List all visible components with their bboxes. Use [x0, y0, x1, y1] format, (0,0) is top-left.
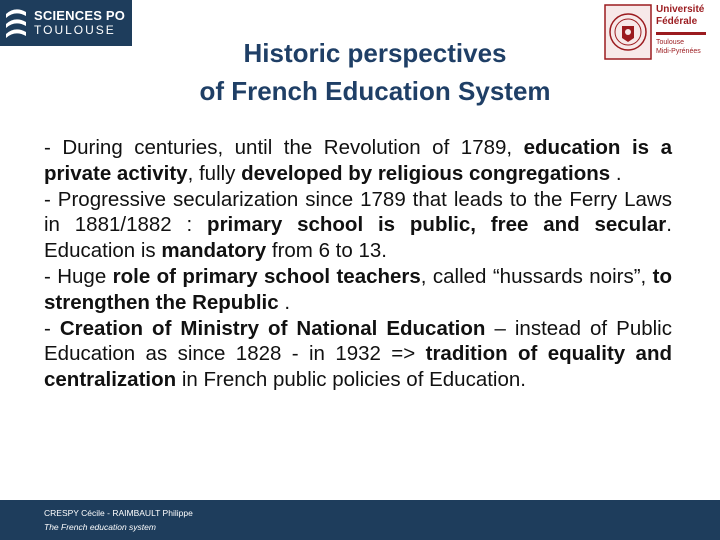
slide-title	[150, 34, 600, 110]
university-seal-icon	[604, 4, 652, 60]
bullet-paragraph	[44, 264, 672, 316]
footer-subtitle: The French education system	[44, 522, 156, 532]
logo-right-line1: Université	[656, 4, 705, 15]
footer-authors: CRESPY Cécile - RAIMBAULT Philippe	[44, 508, 193, 518]
bullet-paragraph	[44, 187, 672, 264]
text-run: - Progressive secularization since 1789 that leads to the Ferry Laws in 1881/1882 :	[44, 187, 672, 237]
logo-divider	[656, 32, 706, 35]
bullet-paragraph	[44, 316, 672, 393]
text-run: - Huge	[44, 264, 113, 288]
logo-left-line2: TOULOUSE	[34, 23, 116, 37]
bold-run: education is a private activity	[44, 136, 672, 185]
bold-run: primary school is public, free and secular	[207, 213, 667, 237]
title-line-2: of French Education System	[199, 76, 551, 106]
text-run: from 6 to 13.	[266, 239, 387, 263]
text-run: , fully	[187, 161, 242, 185]
text-run: in French public policies of Education.	[176, 368, 526, 392]
bold-run: Creation of Ministry of National Education	[59, 316, 486, 340]
logo-right-line4: Midi-Pyrénées	[656, 48, 701, 55]
text-run: , called “hussards noirs”,	[420, 264, 653, 288]
logo-right-line3: Toulouse	[656, 39, 685, 46]
bold-run: mandatory	[161, 239, 267, 263]
bold-run: role of primary school teachers	[112, 264, 421, 288]
universite-federale-logo	[604, 4, 716, 66]
bold-run: tradition of equality and centralization	[44, 342, 672, 392]
logo-left-line1: SCIENCES PO	[34, 8, 126, 23]
title-line-1: Historic perspectives	[243, 38, 507, 68]
bold-run: to strengthen the Republic	[44, 264, 672, 314]
footer-bar	[0, 500, 720, 540]
sciences-po-toulouse-logo	[0, 0, 132, 46]
logo-right-line2: Fédérale	[656, 16, 698, 27]
text-run: -	[44, 316, 60, 340]
text-run: - During centuries, until the Revolution of 1789,	[44, 136, 524, 159]
text-run: – instead of Public Education as since 1828 - in 1932 =>	[44, 316, 672, 366]
text-run: . Education is	[44, 213, 672, 263]
slide-body	[44, 135, 672, 393]
text-run: .	[610, 161, 622, 185]
bold-run: developed by religious congregations	[241, 161, 611, 185]
bullet-paragraph	[44, 135, 672, 187]
sciences-po-mark-icon	[0, 0, 30, 46]
text-run: .	[278, 290, 291, 314]
